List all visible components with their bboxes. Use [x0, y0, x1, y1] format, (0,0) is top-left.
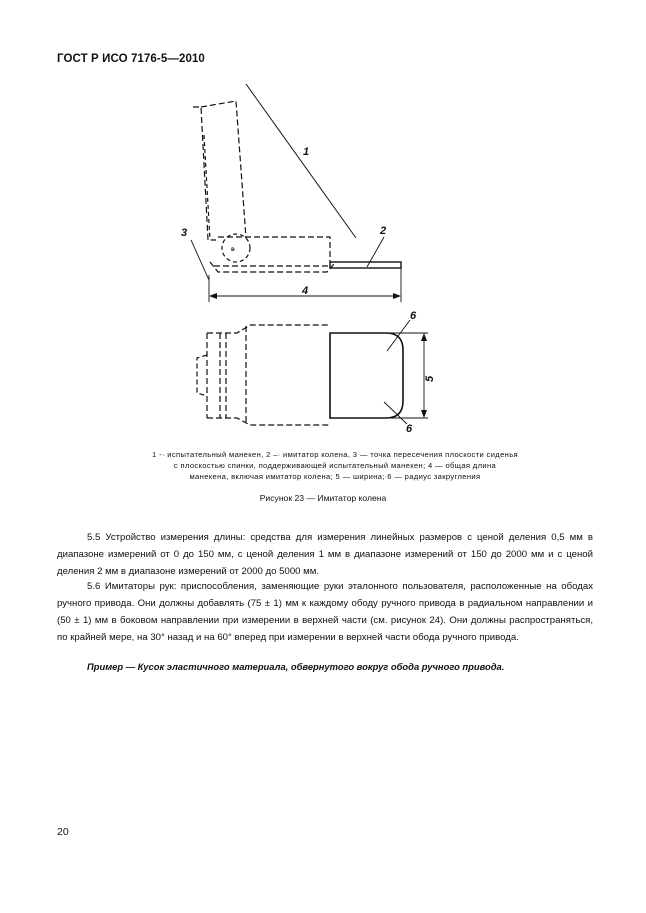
paragraph-5-5: 5.5 Устройство измерения длины: средства для измерения линейных размеров с ценой деления 0,5 мм в диапазоне измерений от 0 до 150 мм, с ценой деления 1 мм в диапазоне измерений от 150 до 2000 мм и с ценой деления 2 мм в диапазоне измерений от 2000 до 5000 мм. [57, 532, 593, 577]
paragraph-5-6: 5.6 Имитаторы рук: приспособления, заменяющие руки эталонного пользователя, расположенные на ободах ручного привода. Они должны добавлять (75 ± 1) мм к каждому ободу ручного привода в радиальном направлении и (50 ± 1) мм в боковом направлении при измерении в верхней части (см. рисунок 24). Они должны распространяться, по крайней мере, на 30° назад и на 60° вперед при измерении в верхней части обода ручного привода. [57, 581, 593, 643]
example-note: Пример — Кусок эластичного материала, обвернутого вокруг обода ручного привода. [87, 661, 505, 672]
label-3: 3 [181, 227, 188, 239]
document-header: ГОСТ Р ИСО 7176-5—2010 [57, 53, 205, 65]
legend-line-3: манекена, включая имитатор колена; 5 — ширина; 6 — радиус закругления [189, 472, 481, 481]
figure-legend [100, 449, 570, 482]
label-4: 4 [302, 285, 309, 297]
label-1: 1 [303, 146, 310, 158]
label-2: 2 [380, 225, 387, 237]
page-number: 20 [57, 826, 69, 838]
label-5: 5 [424, 375, 436, 382]
legend-line-1: 1 -· испытательный манекен, 2 –· имитатор колена, 3 — точка пересечения плоскости сиденья [152, 450, 518, 459]
figure-caption: Рисунок 23 — Имитатор колена [259, 493, 387, 503]
knee-simulator-figure [0, 0, 646, 440]
legend-line-2: с плоскостью спинки, поддерживающей испытательный манекен; 4 — общая длина [173, 461, 497, 470]
label-6-bottom: 6 [406, 423, 413, 435]
hip-point-label: в [231, 247, 235, 253]
label-6-top: 6 [410, 310, 417, 322]
